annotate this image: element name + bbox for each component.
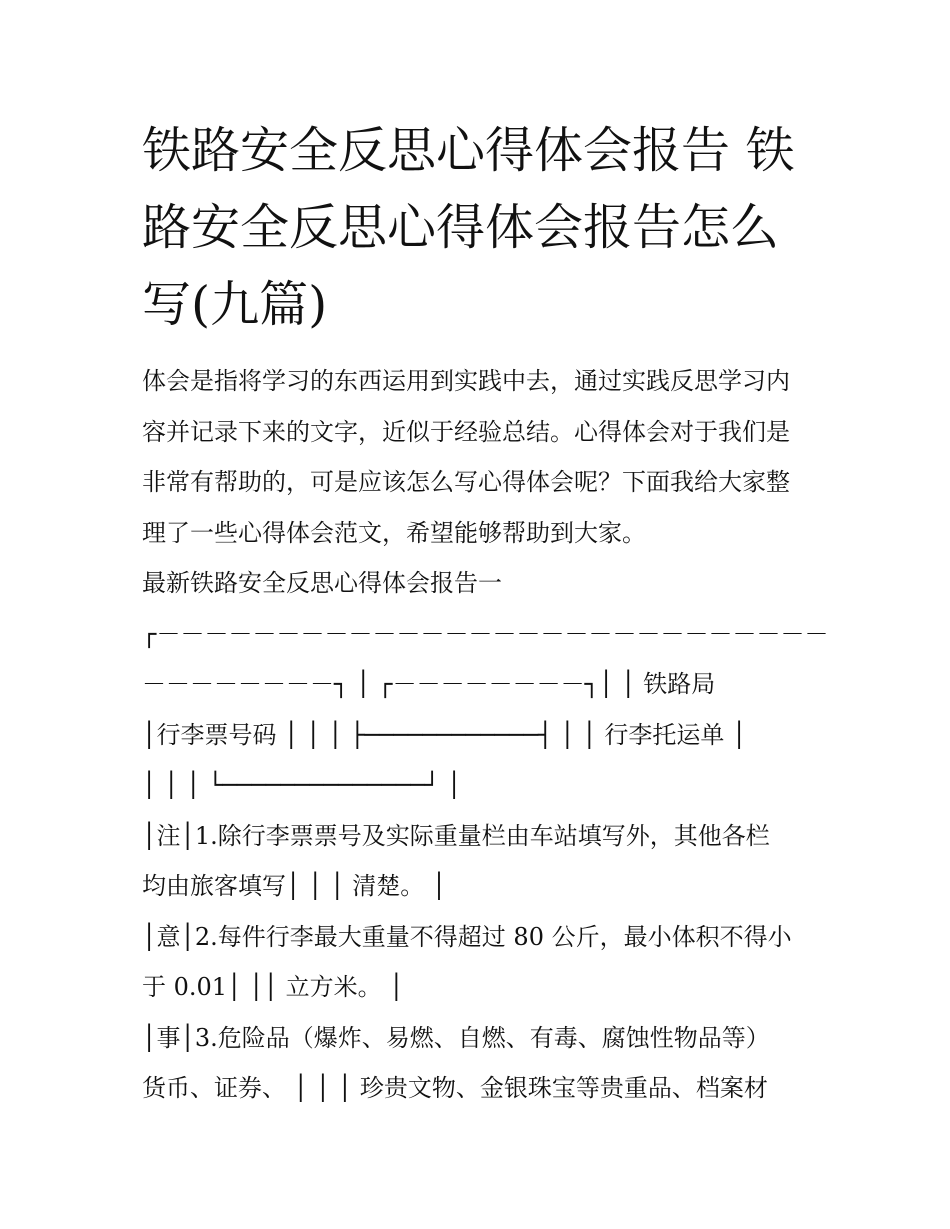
- title-line-1: 铁路安全反思心得体会报告 铁: [142, 122, 795, 179]
- document-title: [142, 112, 822, 343]
- form-line-2: －－－－－－－－┐ │ ┌－－－－－－－－┐│ │ 铁路局: [142, 670, 716, 698]
- intro-line-2: 容并记录下来的文字，近似于经验总结。心得体会对于我们是: [142, 417, 790, 446]
- document-body: [142, 356, 829, 1114]
- title-line-2: 路安全反思心得体会报告怎么: [142, 199, 780, 256]
- note-line-3: │意│2.每件行李最大重量不得超过 80 公斤，最小体积不得小: [142, 922, 792, 951]
- title-line-3: 写(九篇): [142, 276, 328, 333]
- note-line-4: 于 0.01│ ││ 立方米。 │: [142, 973, 404, 1001]
- note-line-5: │事│3.危险品（爆炸、易燃、自燃、有毒、腐蚀性物品等）: [142, 1023, 770, 1052]
- note-line-1: │注│1.除行李票票号及实际重量栏由车站填写外，其他各栏: [142, 821, 770, 850]
- section-heading: 最新铁路安全反思心得体会报告一: [142, 569, 502, 597]
- note-line-6: 货币、证券、 │ │ │ 珍贵文物、金银珠宝等贵重品、档案材: [142, 1074, 768, 1102]
- intro-line-3: 非常有帮助的，可是应该怎么写心得体会呢？下面我给大家整: [142, 468, 790, 496]
- note-line-2: 均由旅客填写│ │ │ 清楚。 │: [142, 872, 447, 900]
- form-line-3: │行李票号码 │ │ │ ├────────────┤ │ │ 行李托运单 │: [142, 720, 747, 749]
- intro-line-4: 理了一些心得体会范文，希望能够帮助到大家。: [142, 518, 646, 547]
- form-line-4: │ │ │ └──────────────┘ │: [142, 771, 462, 799]
- form-line-1: ┌－－－－－－－－－－－－－－－－－－－－－－－－－－－－: [142, 619, 829, 648]
- intro-line-1: 体会是指将学习的东西运用到实践中去，通过实践反思学习内: [142, 367, 790, 395]
